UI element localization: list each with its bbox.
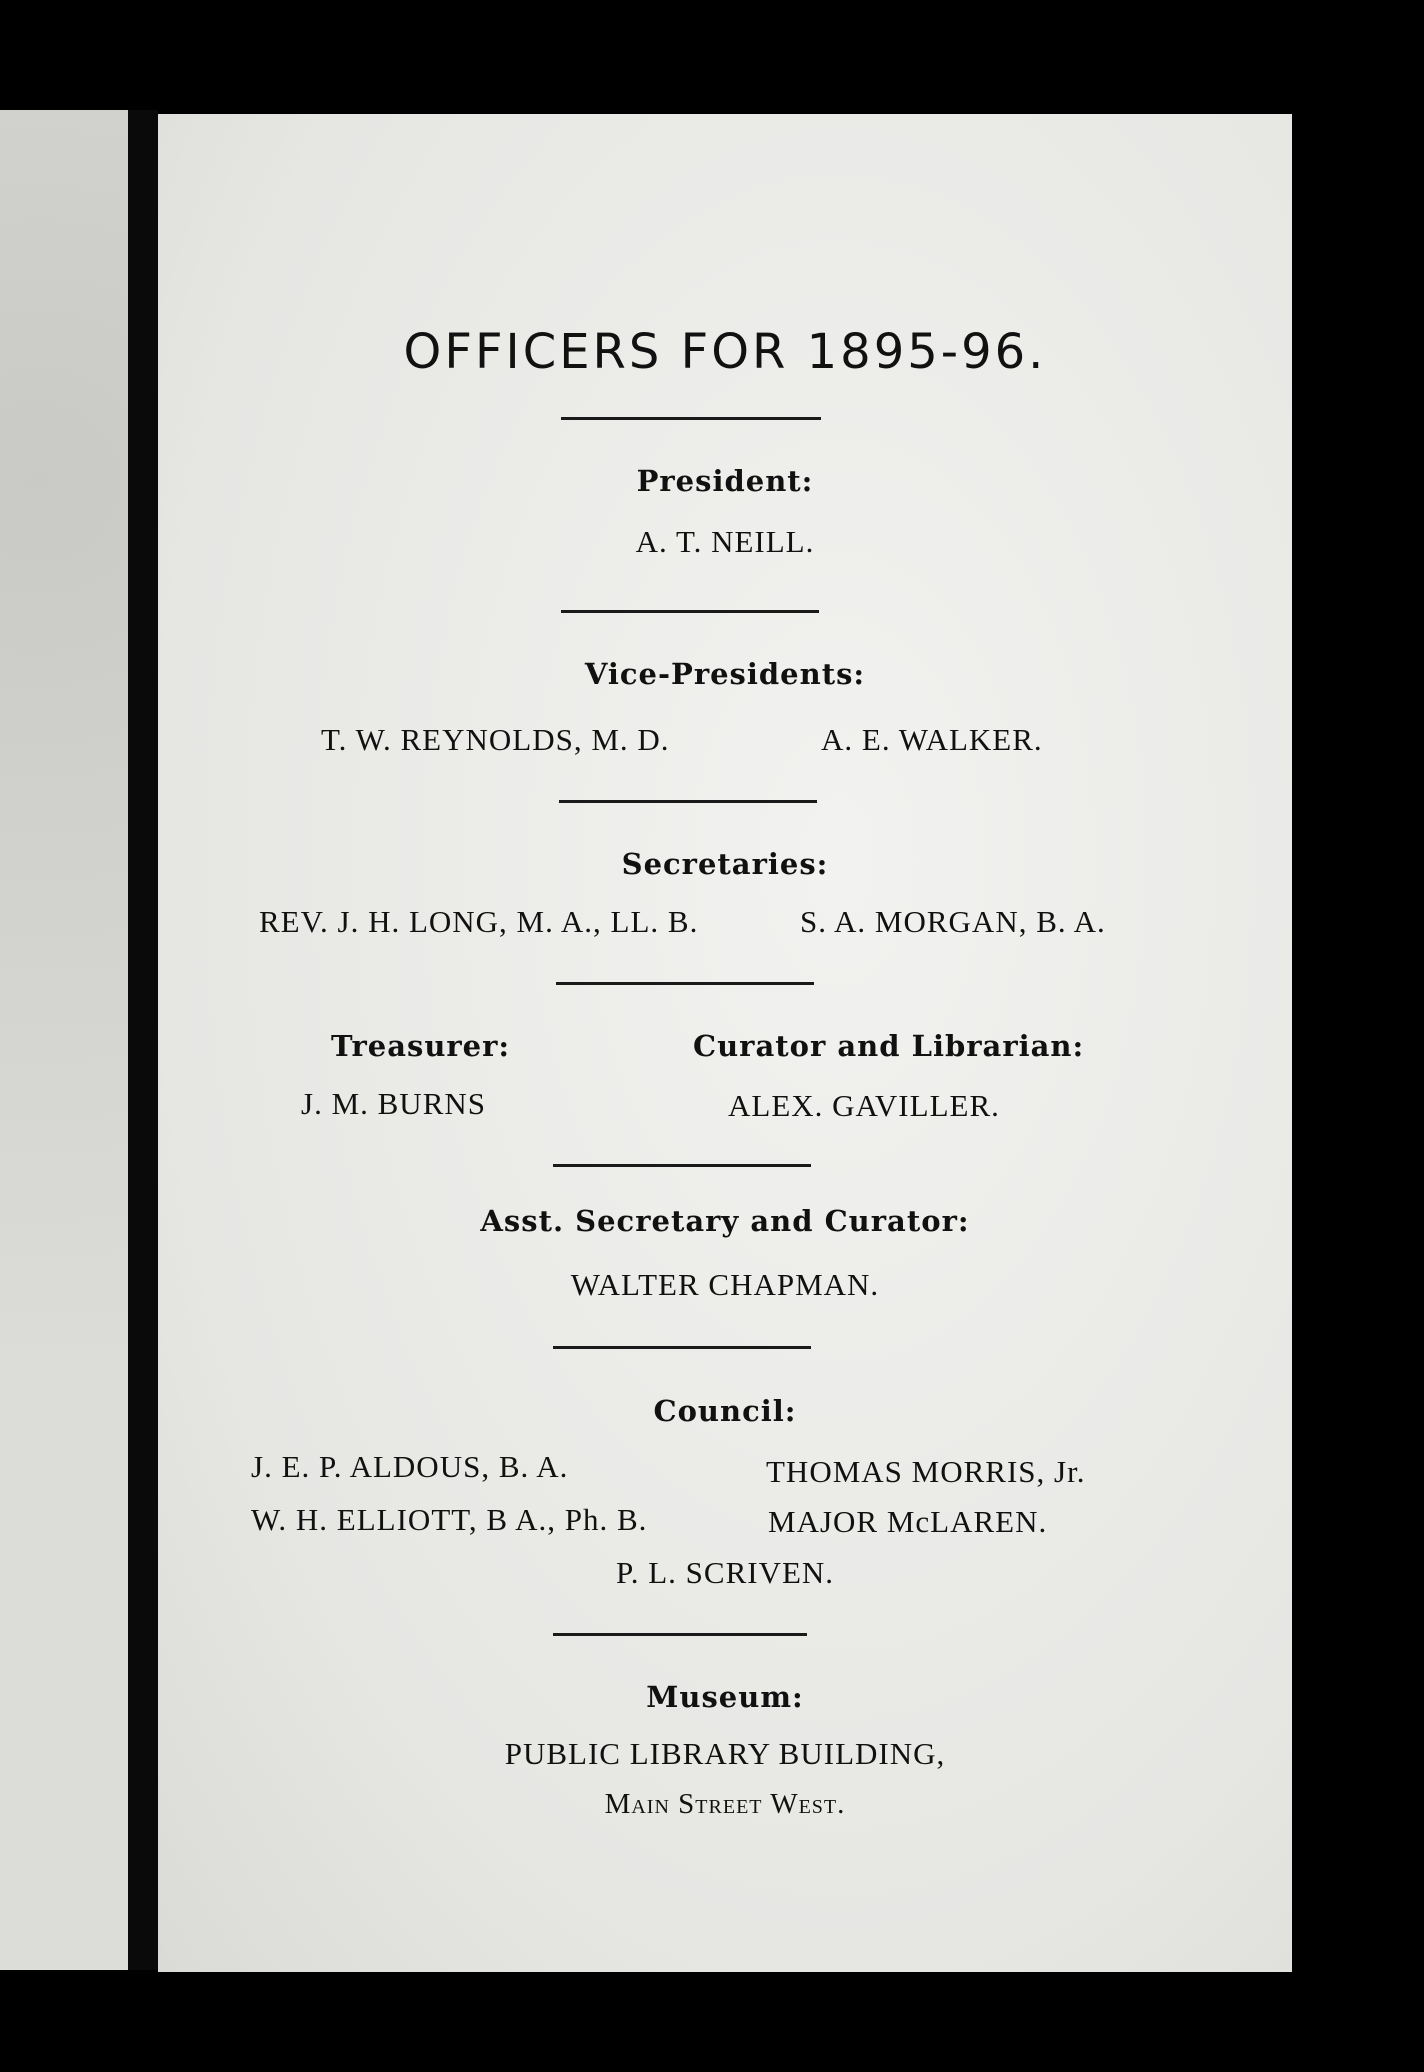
- council-member: THOMAS MORRIS, Jr.: [766, 1454, 1086, 1489]
- divider-rule: [559, 800, 817, 803]
- divider-rule: [561, 610, 819, 613]
- secretaries-heading: Secretaries:: [621, 847, 829, 881]
- president-heading: President:: [636, 464, 814, 498]
- divider-rule: [561, 417, 821, 420]
- treasurer-name: J. M. BURNS: [301, 1086, 486, 1121]
- divider-rule: [553, 1346, 811, 1349]
- secretary-name: S. A. MORGAN, B. A.: [800, 904, 1106, 939]
- council-member: MAJOR McLAREN.: [768, 1504, 1048, 1539]
- divider-rule: [553, 1164, 811, 1167]
- president-name: A. T. NEILL.: [635, 524, 815, 559]
- curator-librarian-heading: Curator and Librarian:: [693, 1029, 1085, 1063]
- secretary-name: REV. J. H. LONG, M. A., LL. B.: [259, 904, 699, 939]
- treasurer-heading: Treasurer:: [331, 1029, 511, 1063]
- council-member: J. E. P. ALDOUS, B. A.: [251, 1449, 569, 1484]
- museum-address-line: PUBLIC LIBRARY BUILDING,: [504, 1736, 946, 1771]
- asst-secretary-name: WALTER CHAPMAN.: [570, 1267, 880, 1302]
- facing-page-edge: [0, 110, 130, 1970]
- divider-rule: [556, 982, 814, 985]
- asst-secretary-heading: Asst. Secretary and Curator:: [480, 1204, 970, 1238]
- council-member: P. L. SCRIVEN.: [615, 1555, 835, 1590]
- document-page: [158, 114, 1292, 1972]
- book-spine-shadow: [128, 110, 158, 1970]
- vice-president-name: A. E. WALKER.: [821, 722, 1043, 757]
- curator-librarian-name: ALEX. GAVILLER.: [728, 1088, 1000, 1123]
- page-title: OFFICERS FOR 1895-96.: [403, 324, 1047, 380]
- vice-president-name: T. W. REYNOLDS, M. D.: [321, 722, 670, 757]
- divider-rule: [553, 1633, 807, 1636]
- council-heading: Council:: [653, 1394, 797, 1428]
- museum-heading: Museum:: [646, 1680, 804, 1714]
- museum-street-line: Main Street West.: [604, 1788, 846, 1820]
- vice-presidents-heading: Vice-Presidents:: [584, 657, 866, 691]
- council-member: W. H. ELLIOTT, B A., Ph. B.: [251, 1502, 648, 1537]
